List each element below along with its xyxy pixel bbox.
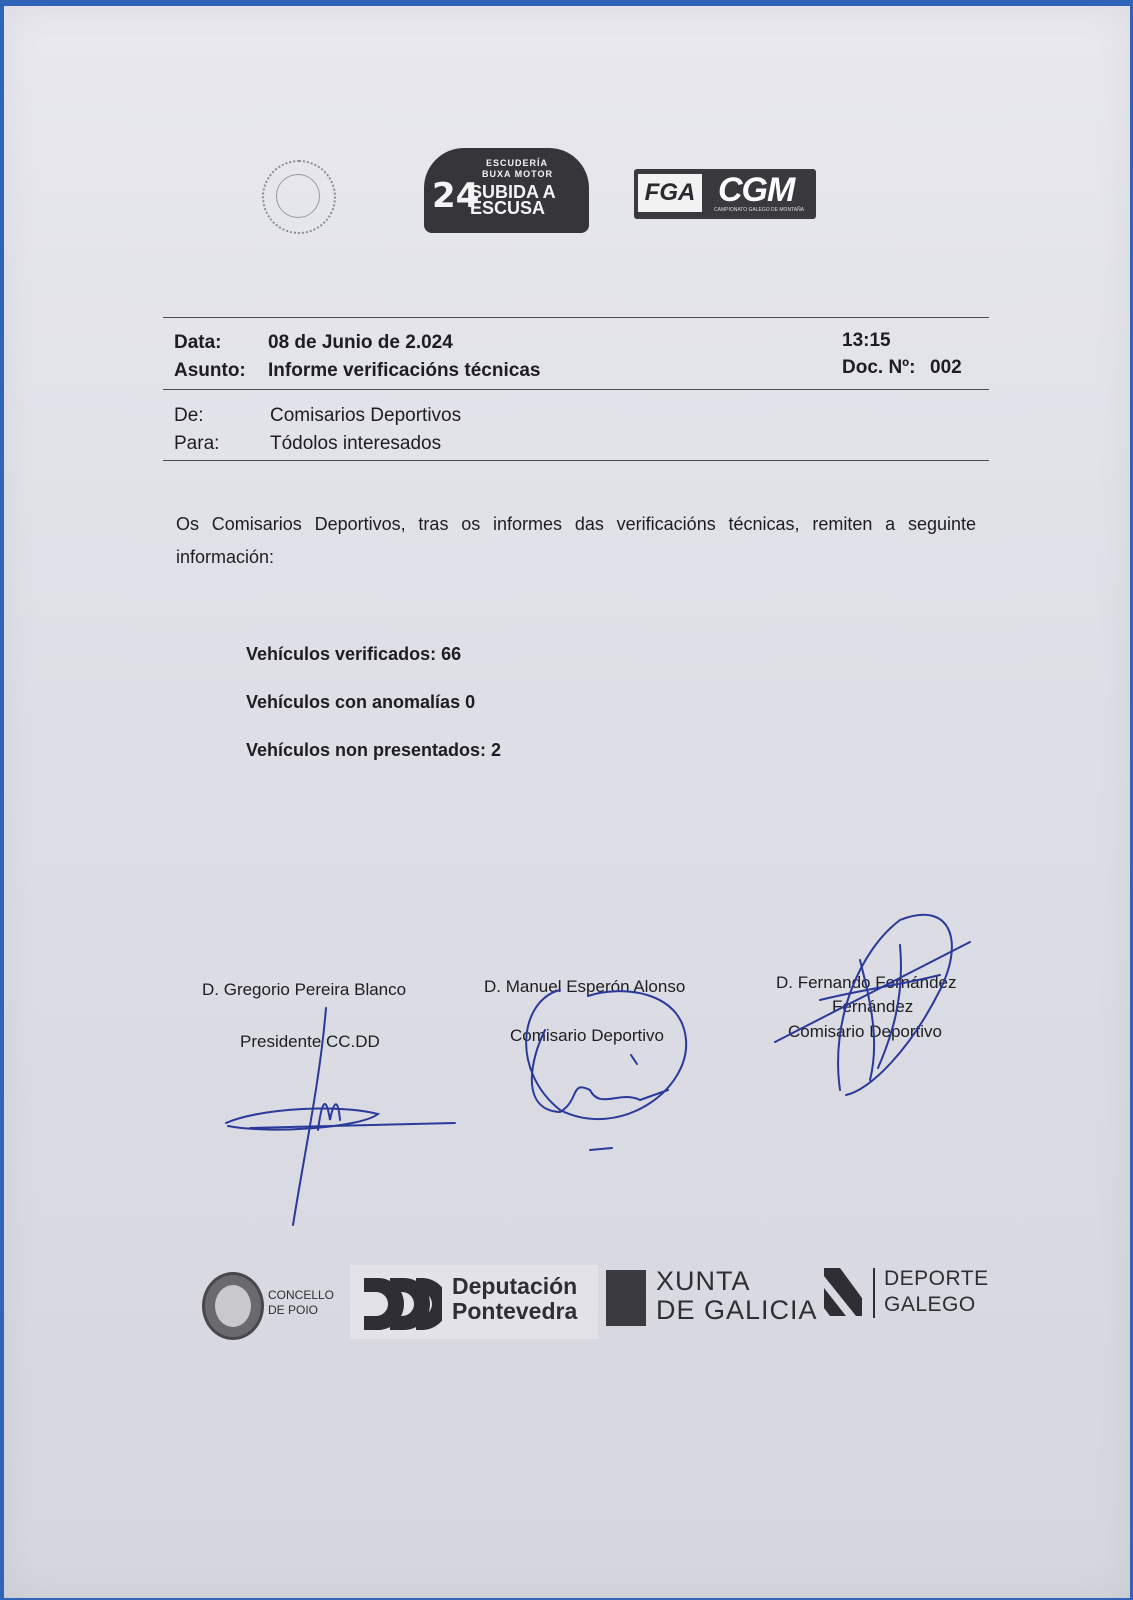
- club-stamp-logo: [262, 160, 336, 234]
- deputacion-mark-icon: [362, 1272, 442, 1336]
- rally-logo-number: 24: [432, 176, 480, 216]
- header-rule-top: [163, 317, 989, 318]
- poio-text-line: DE POIO: [268, 1303, 319, 1317]
- rally-logo: [424, 148, 589, 233]
- rally-logo-text: ESCUDERÍA: [486, 158, 549, 168]
- xunta-text-line: XUNTA: [656, 1266, 751, 1296]
- rally-logo-text: ESCUSA: [470, 198, 546, 218]
- date-value: 08 de Junio de 2.024: [268, 332, 453, 353]
- header-rule-bottom: [163, 460, 989, 461]
- deporte-galego-mark-icon: [820, 1266, 866, 1318]
- xunta-shield-icon: [606, 1270, 646, 1326]
- poio-text-line: CONCELLO: [268, 1288, 335, 1302]
- signatory-3-name-cont: Fernández: [832, 997, 914, 1016]
- deputacion-text-line: Pontevedra: [452, 1298, 578, 1324]
- signatory-2-role: Comisario Deportivo: [510, 1026, 664, 1045]
- stat-not-presented: Vehículos non presentados: 2: [246, 740, 502, 760]
- signatory-3-name: D. Fernando Fernández: [776, 973, 957, 992]
- deporte-text-line: DEPORTE: [884, 1267, 989, 1290]
- date-label: Data:: [174, 332, 222, 353]
- concello-poio-logo-text: [268, 1288, 334, 1318]
- concello-poio-seal-icon: [202, 1272, 264, 1340]
- header-rule-middle: [163, 389, 989, 390]
- stat-verified-vehicles: Vehículos verificados: 66: [246, 644, 462, 664]
- deporte-galego-logo-text: [884, 1266, 989, 1318]
- signatory-3-role: Comisario Deportivo: [788, 1022, 942, 1041]
- signatory-2-name: D. Manuel Esperón Alonso: [484, 977, 686, 996]
- rally-logo-text: BUXA MOTOR: [482, 169, 554, 179]
- subject-value: Informe verificacións técnicas: [268, 360, 541, 381]
- to-label: Para:: [174, 433, 220, 454]
- from-value: Comisarios Deportivos: [270, 405, 462, 426]
- rally-logo-text: SUBIDA A: [470, 182, 556, 202]
- intro-paragraph: Os Comisarios Deportivos, tras os informes das verificacións técnicas, remiten a seguinte información:: [176, 514, 976, 567]
- deporte-text-line: GALEGO: [884, 1293, 976, 1316]
- to-value: Tódolos interesados: [270, 433, 442, 454]
- signatory-1-name: D. Gregorio Pereira Blanco: [202, 980, 407, 999]
- cgm-logo-subtitle: CAMPIONATO GALEGO DE MONTAÑA: [714, 207, 805, 213]
- doc-number-value: 002: [930, 357, 962, 378]
- fga-logo-text: FGA: [638, 174, 702, 212]
- xunta-text-line: DE GALICIA: [656, 1295, 818, 1325]
- fga-cgm-logo: [634, 169, 816, 219]
- doc-number-label: Doc. Nº:: [842, 357, 916, 378]
- cgm-logo-text: CGM: [718, 171, 795, 209]
- xunta-logo-text: [656, 1267, 818, 1325]
- document-page: [4, 6, 1130, 1598]
- deputacion-logo-text: [452, 1274, 577, 1324]
- deporte-galego-divider: [873, 1268, 875, 1318]
- deputacion-text-line: Deputación: [452, 1273, 578, 1299]
- time-value: 13:15: [842, 330, 891, 351]
- signatory-1-role: Presidente CC.DD: [240, 1032, 380, 1051]
- from-label: De:: [174, 405, 204, 426]
- subject-label: Asunto:: [174, 360, 246, 381]
- stat-anomalies: Vehículos con anomalías 0: [246, 692, 476, 712]
